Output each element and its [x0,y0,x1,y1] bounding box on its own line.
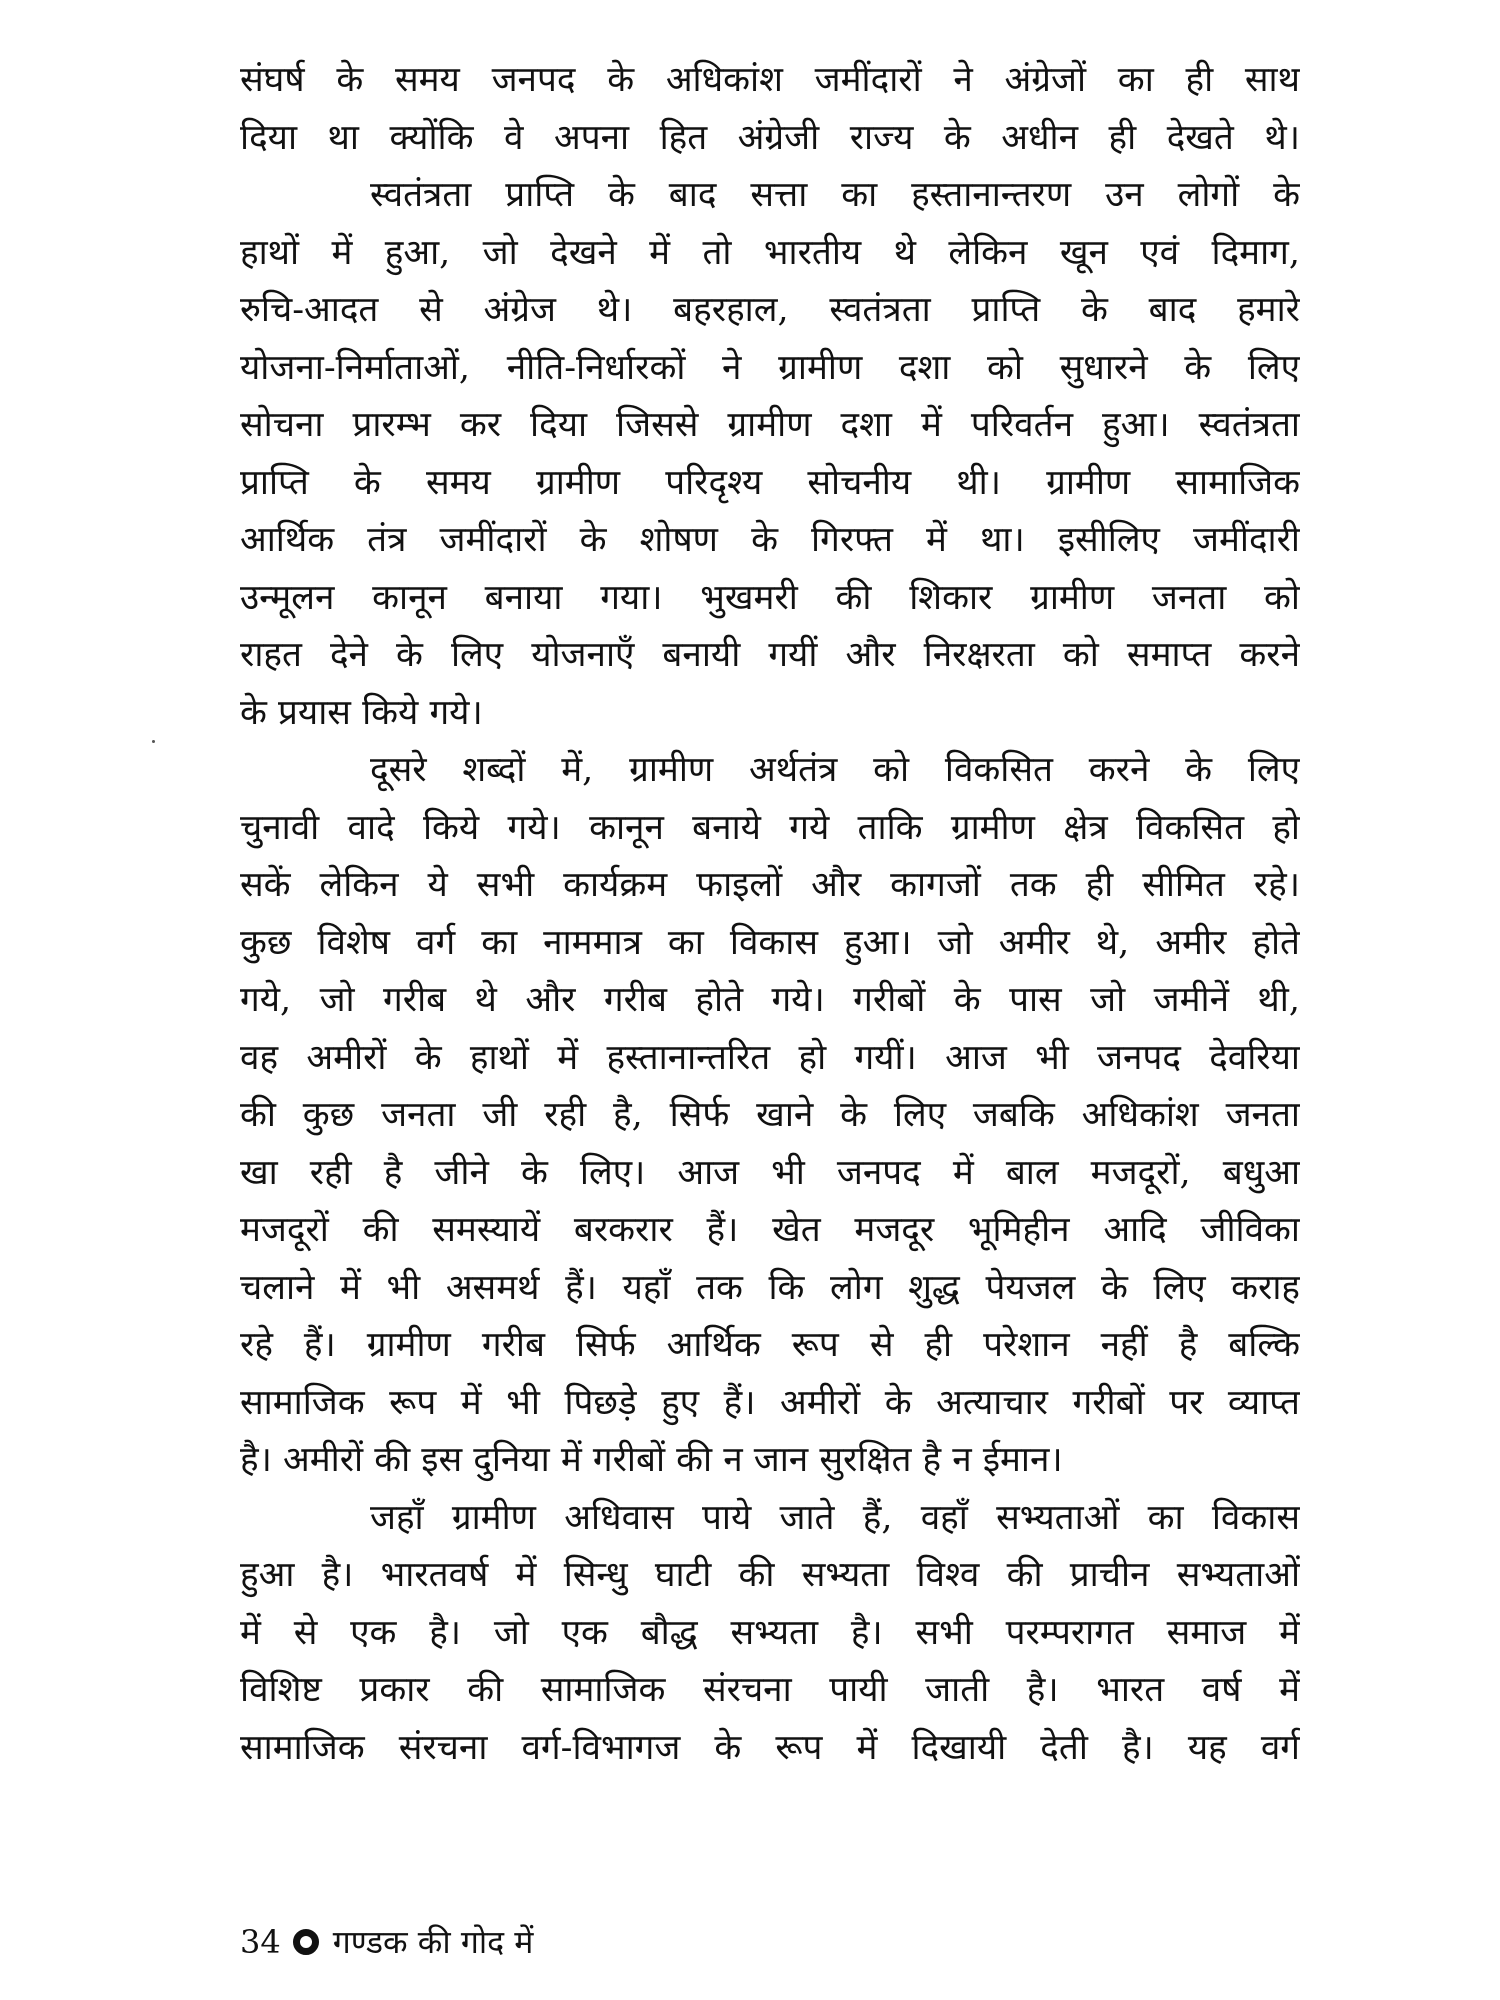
text-line: कुछ विशेष वर्ग का नाममात्र का विकास हुआ। जो अमीर थे, अमीर होते [240,922,1300,963]
text-line: है। अमीरों की इस दुनिया में गरीबों की न जान सुरक्षित है न ईमान। [240,1440,1063,1480]
text-line: गये, जो गरीब थे और गरीब होते गये। गरीबों के पास जो जमीनें थी, [240,980,1300,1020]
text-line: चलाने में भी असमर्थ हैं। यहाँ तक कि लोग शुद्ध पेयजल के लिए कराह [240,1267,1300,1308]
text-line: मजदूरों की समस्यायें बरकरार हैं। खेत मजदूर भूमिहीन आदि जीविका [240,1210,1300,1250]
text-line: सकें लेकिन ये सभी कार्यक्रम फाइलों और कागजों तक ही सीमित रहे। [240,865,1300,905]
text-line: आर्थिक तंत्र जमींदारों के शोषण के गिरफ्त में था। इसीलिए जमींदारी [240,520,1300,560]
text-line: सोचना प्रारम्भ कर दिया जिससे ग्रामीण दशा में परिवर्तन हुआ। स्वतंत्रता [240,405,1300,445]
text-line: प्राप्ति के समय ग्रामीण परिदृश्य सोचनीय थी। ग्रामीण सामाजिक [240,462,1300,503]
text-line: स्वतंत्रता प्राप्ति के बाद सत्ता का हस्तानान्तरण उन लोगों के [370,175,1300,215]
text-line: सामाजिक रूप में भी पिछड़े हुए हैं। अमीरों के अत्याचार गरीबों पर व्याप्त [240,1382,1300,1423]
page-footer [240,1922,533,1962]
text-line: संघर्ष के समय जनपद के अधिकांश जमींदारों ने अंग्रेजों का ही साथ [240,60,1300,100]
text-line: रुचि-आदत से अंग्रेज थे। बहरहाल, स्वतंत्रता प्राप्ति के बाद हमारे [240,290,1300,330]
text-line: खा रही है जीने के लिए। आज भी जनपद में बाल मजदूरों, बधुआ [240,1152,1300,1193]
text-line: वह अमीरों के हाथों में हस्तानान्तरित हो गयीं। आज भी जनपद देवरिया [240,1037,1300,1078]
circle-icon [293,1929,319,1955]
text-line: उन्मूलन कानून बनाया गया। भुखमरी की शिकार ग्रामीण जनता को [240,577,1300,618]
body-text [240,52,1300,1777]
text-line: सामाजिक संरचना वर्ग-विभागज के रूप में दिखायी देती है। यह वर्ग [240,1727,1300,1768]
book-title: गण्डक की गोद में [332,1923,534,1961]
text-line: रहे हैं। ग्रामीण गरीब सिर्फ आर्थिक रूप से ही परेशान नहीं है बल्कि [240,1325,1300,1365]
text-line: की कुछ जनता जी रही है, सिर्फ खाने के लिए जबकि अधिकांश जनता [240,1095,1300,1135]
text-line: दिया था क्योंकि वे अपना हित अंग्रेजी राज्य के अधीन ही देखते थे। [240,117,1300,158]
text-line: राहत देने के लिए योजनाएँ बनायी गयीं और निरक्षरता को समाप्त करने [240,635,1300,675]
scan-speck [152,740,155,743]
text-line: चुनावी वादे किये गये। कानून बनाये गये ताकि ग्रामीण क्षेत्र विकसित हो [240,807,1300,848]
text-line: दूसरे शब्दों में, ग्रामीण अर्थतंत्र को विकसित करने के लिए [370,750,1300,790]
text-line: जहाँ ग्रामीण अधिवास पाये जाते हैं, वहाँ सभ्यताओं का विकास [370,1497,1300,1538]
text-line: योजना-निर्माताओं, नीति-निर्धारकों ने ग्रामीण दशा को सुधारने के लिए [240,347,1300,388]
text-line: के प्रयास किये गये। [240,692,483,733]
text-line: हुआ है। भारतवर्ष में सिन्धु घाटी की सभ्यता विश्व की प्राचीन सभ्यताओं [240,1555,1300,1595]
text-line: विशिष्ट प्रकार की सामाजिक संरचना पायी जाती है। भारत वर्ष में [240,1670,1300,1710]
text-line: में से एक है। जो एक बौद्ध सभ्यता है। सभी परम्परागत समाज में [240,1612,1300,1653]
text-line: हाथों में हुआ, जो देखने में तो भारतीय थे लेकिन खून एवं दिमाग, [240,232,1300,273]
page-number: 34 [240,1923,281,1961]
